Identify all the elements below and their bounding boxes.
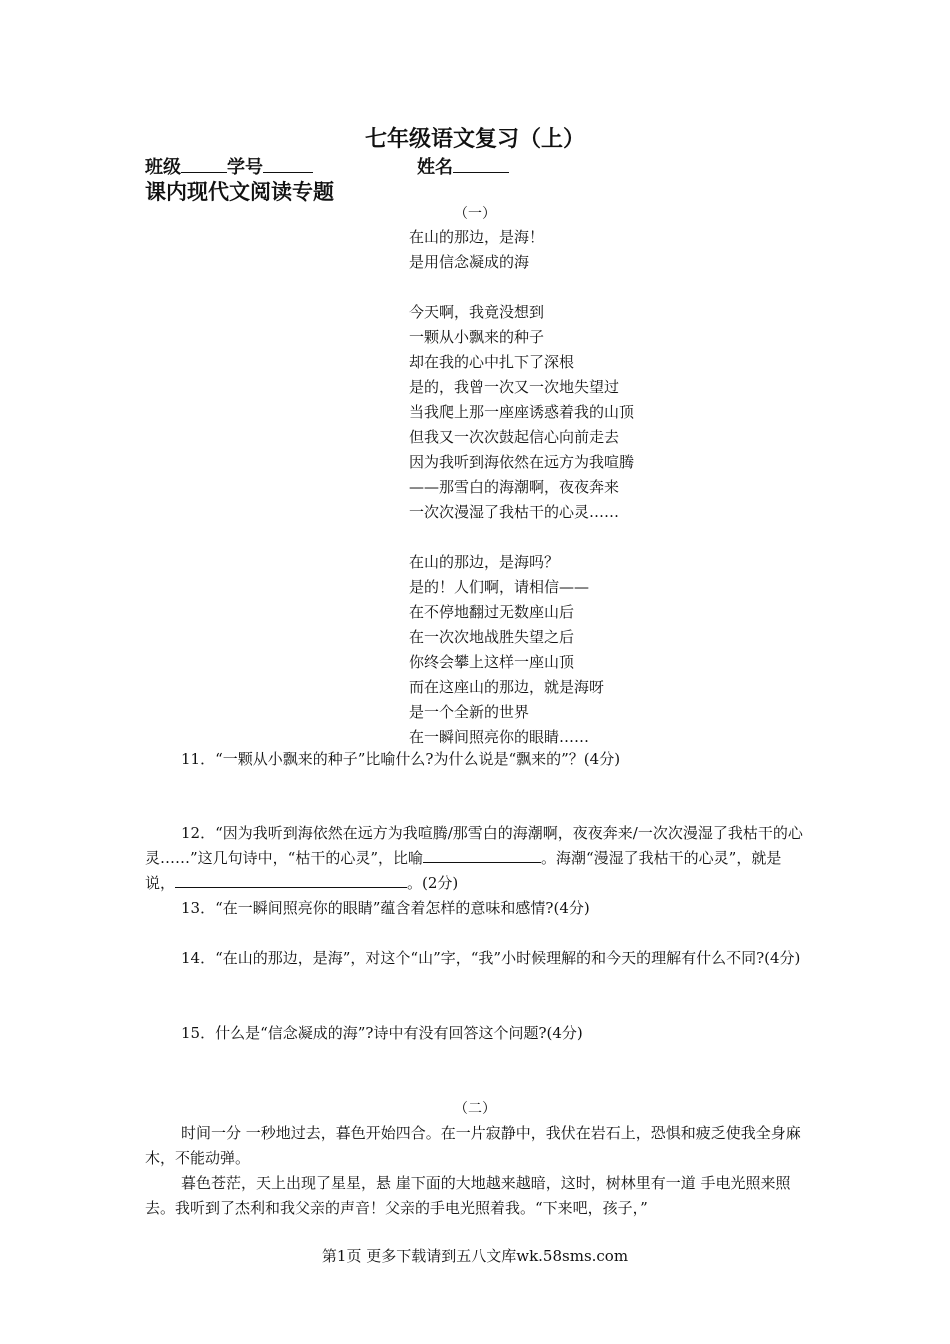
poem-line xyxy=(409,525,634,550)
poem-line: 因为我听到海依然在远方为我喧腾 xyxy=(409,453,635,471)
answer-blank[interactable] xyxy=(423,846,541,863)
question-12-text xyxy=(145,821,805,896)
question-15-text: 15．什么是“信念凝成的海”?诗中有没有回答这个问题?(4分) xyxy=(181,1024,583,1042)
poem-line: 在山的那边，是海吗？ xyxy=(409,553,560,571)
name-line xyxy=(417,153,509,179)
question-12-part-c: 。(2分) xyxy=(407,874,459,892)
poem-line: 是的！人们啊，请相信—— xyxy=(409,578,590,596)
poem-line: 是的，我曾一次又一次地失望过 xyxy=(409,378,620,396)
poem-line: 而在这座山的那边，就是海呀 xyxy=(409,678,605,696)
poem-line xyxy=(409,275,634,300)
name-blank xyxy=(453,158,509,173)
question-13-text: 13．“在一瞬间照亮你的眼睛”蕴含着怎样的意味和感情?(4分) xyxy=(181,899,590,917)
number-label: 学号 xyxy=(227,157,263,178)
poem xyxy=(409,225,634,750)
name-label: 姓名 xyxy=(417,157,453,178)
section-2-label: （二） xyxy=(454,1101,496,1117)
answer-blank[interactable] xyxy=(175,871,407,888)
question-12 xyxy=(145,821,805,896)
poem-line: 但我又一次次鼓起信心向前走去 xyxy=(409,428,620,446)
topic-heading: 课内现代文阅读专题 xyxy=(145,180,334,204)
poem-line: 一次次漫湿了我枯干的心灵…… xyxy=(409,503,620,521)
poem-line: 当我爬上那一座座诱惑着我的山顶 xyxy=(409,403,635,421)
poem-line: 是用信念凝成的海 xyxy=(409,253,530,271)
poem-line: ——那雪白的海潮啊，夜夜奔来 xyxy=(409,478,620,496)
passage-paragraph: 暮色苍茫，天上出现了星星，悬 崖下面的大地越来越暗，这时，树林里有一道 手电光照来照去。我听到了杰利和我父亲的声音！父亲的手电光照着我。“下来吧，孩子，” xyxy=(145,1174,791,1217)
poem-line: 在山的那边，是海！ xyxy=(409,228,545,246)
question-11-text: 11．“一颗从小飘来的种子”比喻什么?为什么说是“飘来的”？(4分) xyxy=(181,750,621,768)
page-footer: 第1页 更多下载请到五八文库wk.58sms.com xyxy=(321,1247,629,1265)
page-title: 七年级语文复习（上） xyxy=(364,127,585,152)
question-14 xyxy=(145,946,805,971)
class-blank xyxy=(181,158,227,173)
question-14-text: 14．“在山的那边，是海”，对这个“山”字，“我”小时候理解的和今天的理解有什么不同?(4分) xyxy=(181,949,801,967)
poem-line: 在不停地翻过无数座山后 xyxy=(409,603,575,621)
poem-line: 一颗从小飘来的种子 xyxy=(409,328,545,346)
number-blank xyxy=(263,158,313,173)
poem-line: 今天啊，我竟没想到 xyxy=(409,303,545,321)
poem-line: 在一次次地战胜失望之后 xyxy=(409,628,575,646)
poem-line: 是一个全新的世界 xyxy=(409,703,530,721)
question-15 xyxy=(145,1021,805,1046)
section-2-passage xyxy=(145,1121,805,1221)
poem-line: 你终会攀上这样一座山顶 xyxy=(409,653,575,671)
question-13 xyxy=(145,896,805,921)
passage-paragraph: 时间一分 一秒地过去，暮色开始四合。在一片寂静中，我伏在岩石上，恐惧和疲乏使我全身麻木，不能动弹。 xyxy=(145,1124,801,1167)
poem-line: 却在我的心中扎下了深根 xyxy=(409,353,575,371)
poem-line: 在一瞬间照亮你的眼睛…… xyxy=(409,728,590,746)
question-12-part-b: 。海潮“漫湿了我枯干的心灵”，就是说， xyxy=(145,849,782,892)
class-label: 班级 xyxy=(145,157,181,178)
section-1-label: （一） xyxy=(454,206,496,222)
question-11 xyxy=(145,747,805,772)
question-12-part-a: 12．“因为我听到海依然在远方为我喧腾/那雪白的海潮啊，夜夜奔来/一次次漫湿了我枯干的心灵……”这几句诗中，“枯干的心灵”，比喻 xyxy=(145,824,803,867)
